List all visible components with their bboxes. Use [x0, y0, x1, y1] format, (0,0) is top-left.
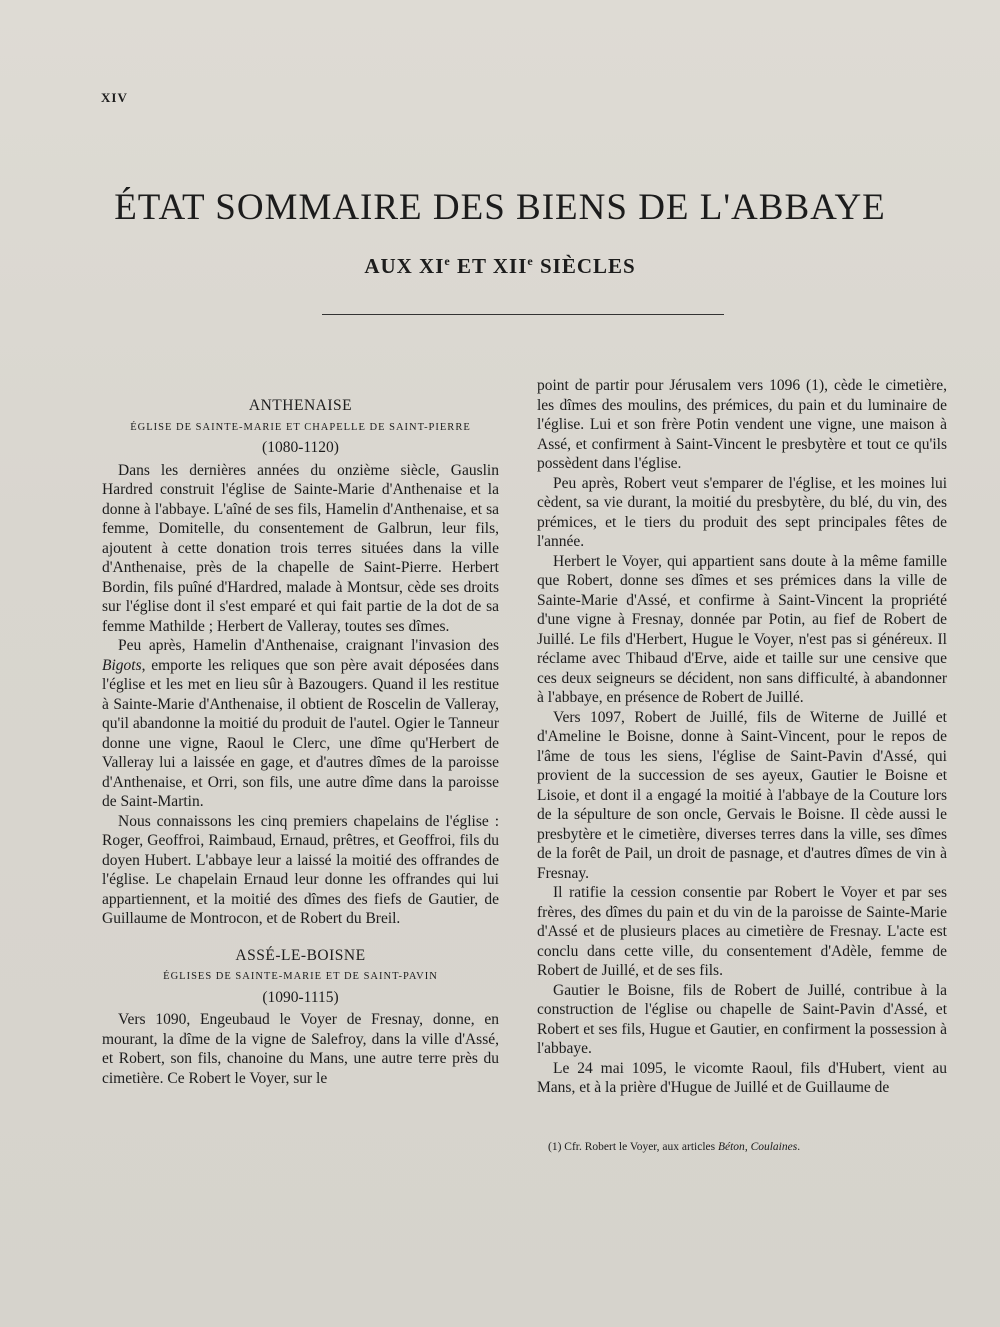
- page-subtitle: [0, 254, 1000, 279]
- section-dates-anthenaise: (1080-1120): [262, 439, 339, 456]
- page-number: XIV: [101, 90, 128, 105]
- left-column: [102, 376, 499, 1088]
- paragraph: Dans les dernières années du onzième siècle, Gauslin Hardred construit l'église de Sainte-Marie d'Anthenaise et la donne à l'abbaye. L'aîné de ses fils, Hamelin d'Anthenaise, et sa femme, Domitelle, du consentement de Galbrun, leur fils, ajoutent à cette donation trois terres situées dans la ville d'Anthenaise, près de la chapelle de Saint-Pierre. Herbert Bordin, fils puîné d'Hardred, malade à Montsur, cède ses droits sur l'église dont il s'est emparé et qui fait partie de la dot de sa femme Mathilde ; Herbert de Valleray, toutes ses dîmes.: [102, 461, 499, 635]
- footnote: [548, 1141, 800, 1153]
- paragraph: Il ratifie la cession consentie par Robert le Voyer et par ses frères, des dîmes du pain et du vin de la paroisse de Sainte-Marie d'Assé et de plusieurs places au cimetière de Fresnay. L'acte est conclu dans cette ville, du consentement d'Adèle, femme de Robert de Juillé, et de ses fils.: [537, 884, 947, 979]
- footnote-italic-2: Coulaines: [750, 1141, 798, 1153]
- section-heading-asse: ASSÉ-LE-BOISNE: [235, 946, 366, 964]
- paragraph: Vers 1097, Robert de Juillé, fils de Witerne de Juillé et d'Ameline le Boisne, donne à Saint-Vincent, pour le repos de l'âme de tous les siens, l'église de Saint-Pavin d'Assé, qui provient de la succession de ses ayeux, Gautier le Boisne et Lisoie, et dont il a engagé la moitié à l'abbaye de la Couture lors de la sépulture de son oncle, Gervais le Boisne. Il cède aussi le presbytère et le cimetière, diverses terres dans la ville, ses dîmes de la forêt de Pail, un droit de pasnage, et d'autres dîmes de vin à Fresnay.: [537, 708, 947, 882]
- paragraph: Nous connaissons les cinq premiers chapelains de l'église : Roger, Geoffroi, Raimbaud, Ernaud, prêtres, et Geoffroi, fils du doyen Hubert. L'abbaye leur a laissé la moitié des offrandes de l'église. Le chapelain Ernaud leur donne les offrandes qui lui appartiennent, et la moitié des dîmes des fiefs de Gautier, de Guillaume de Montrocon, et de Robert du Breil.: [102, 812, 499, 927]
- subtitle-sup-1: e: [444, 254, 451, 268]
- subtitle-sup-2: e: [527, 254, 534, 268]
- paragraph: Le 24 mai 1095, le vicomte Raoul, fils d'Hubert, vient au Mans, et à la prière d'Hugue de Juillé et de Guillaume de: [537, 1059, 947, 1096]
- subtitle-middle: ET XII: [450, 254, 528, 278]
- paragraph: point de partir pour Jérusalem vers 1096 (1), cède le cimetière, les dîmes des moulins, des prémices, du pain et du luminaire de l'église. Lui et son frère Potin vendent une vigne, une maison à Assé, et confirment à Saint-Vincent le presbytère et tout ce qu'ils possèdent dans l'église.: [537, 377, 947, 472]
- section-dates-asse: (1090-1115): [262, 988, 339, 1006]
- italic-term: Bigots: [102, 656, 142, 674]
- title-rule-divider: [322, 314, 724, 315]
- section-subheading-asse: ÉGLISES DE SAINTE-MARIE ET DE SAINT-PAVIN: [163, 971, 438, 982]
- section-heading-anthenaise: ANTHENAISE: [248, 397, 353, 414]
- footnote-text: (1) Cfr. Robert le Voyer, aux articles: [548, 1141, 718, 1153]
- paragraph: Vers 1090, Engeubaud le Voyer de Fresnay, donne, en mourant, la dîme de la vigne de Salefroy, dans la ville d'Assé, et Robert, son fils, chanoine du Mans, une autre terre près du cimetière. Ce Robert le Voyer, sur le: [102, 1011, 499, 1087]
- footnote-sep: ,: [744, 1141, 751, 1153]
- right-column: [537, 376, 947, 1098]
- paragraph: Gautier le Boisne, fils de Robert de Juillé, contribue à la construction de l'église ou chapelle de Saint-Pavin d'Assé, et Robert et ses fils, Hugue et Gautier, en confirment la possession à l'abbaye.: [537, 981, 947, 1057]
- footnote-suffix: .: [797, 1141, 801, 1153]
- subtitle-suffix: SIÈCLES: [533, 254, 636, 278]
- paragraph-text: Peu après, Hamelin d'Anthenaise, craignant l'invasion des: [118, 637, 499, 654]
- paragraph: Peu après, Robert veut s'emparer de l'église, et les moines lui cèdent, sa vie durant, la moitié du presbytère, du blé, du vin, des prémices, et le tiers du produit des sept principales fêtes de l'année.: [537, 474, 947, 550]
- paragraph-text: , emporte les reliques que son père avait déposées dans l'église et les met en lieu sûr à Bazougers. Quand il les restitue à Sainte-Marie d'Anthenaise, il obtient de Roscelin de Valleray, qu'il abandonne la moitié du produit de l'autel. Ogier le Tanneur donne une vigne, Raoul le Clerc, une dîme qu'Herbert de Valleray lui a laissée en gage, et d'autres dîmes de la paroisse d'Anthenaise, et Orri, son fils, une autre dîme dans la paroisse de Saint-Martin.: [102, 656, 499, 810]
- subtitle-prefix: AUX XI: [364, 254, 445, 278]
- section-subheading-anthenaise: ÉGLISE DE SAINTE-MARIE ET CHAPELLE DE SAINT-PIERRE: [130, 421, 471, 433]
- paragraph: Herbert le Voyer, qui appartient sans doute à la même famille que Robert, donne ses dîmes et ses prémices dans la ville de Sainte-Marie d'Assé, et confirme à Saint-Vincent la propriété d'une vigne à Fresnay, donnée par Potin, au fief de Robert de Juillé. Le fils d'Herbert, Hugue le Voyer, n'est pas si généreux. Il réclame avec Thibaud d'Erve, aide et taille sur une censive que ces deux seigneurs se décident, non sans difficulté, à abandonner à l'abbaye, en présence de Robert de Juillé.: [537, 552, 947, 706]
- paragraph: [102, 636, 499, 812]
- page-title: ÉTAT SOMMAIRE DES BIENS DE L'ABBAYE: [114, 187, 886, 228]
- footnote-italic-1: Béton: [717, 1141, 745, 1153]
